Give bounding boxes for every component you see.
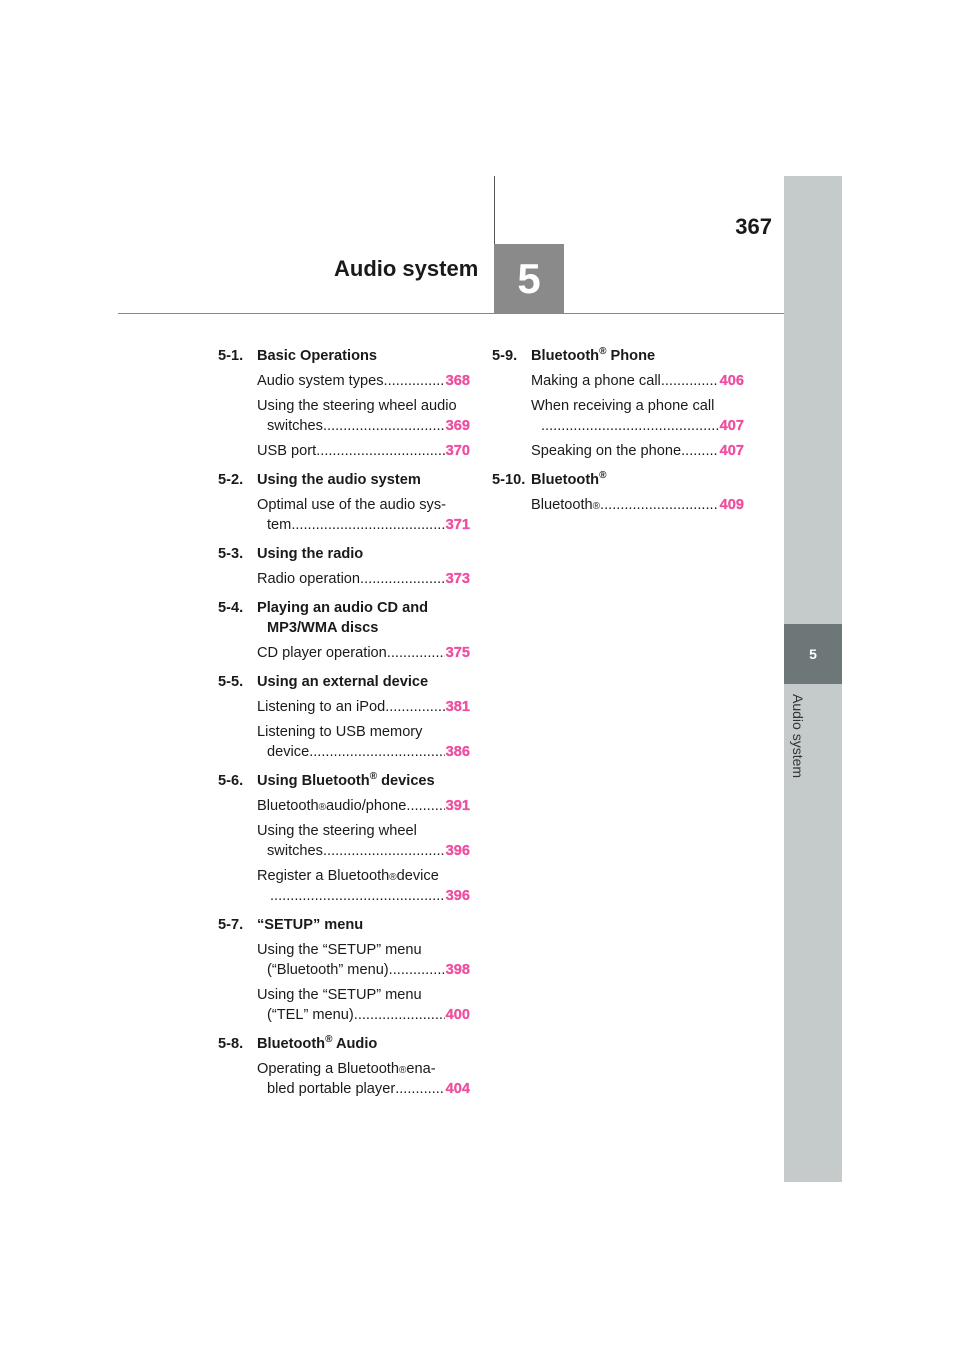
page-number: 367 [735,214,772,239]
section-title: Bluetooth [257,1036,326,1052]
side-tab-chapter-number[interactable]: 5 [784,624,842,684]
section-heading[interactable] [218,915,470,935]
section-number: 5-2. [218,472,244,488]
entry-label: Operating a Bluetooth [257,1061,399,1077]
toc-section-5-1 [218,346,470,461]
entry-label: Using the steering wheel [257,823,417,839]
entry-label: Listening to USB memory [257,724,423,740]
page-link[interactable]: 373 [445,571,470,587]
registered-mark: ® [325,1034,333,1046]
entry-label-suffix: device [396,868,439,884]
entry-label: Register a Bluetooth [257,868,390,884]
toc-section-5-4 [218,598,470,663]
section-number: 5-8. [218,1036,244,1052]
section-title: Bluetooth [531,348,600,364]
section-number: 5-10. [492,472,526,488]
toc-entry[interactable] [218,697,470,717]
page-link[interactable]: 400 [445,1007,470,1023]
section-heading[interactable] [218,1034,470,1054]
dot-leader [270,886,445,906]
registered-mark: ® [599,470,607,482]
section-heading[interactable] [492,346,744,366]
toc-section-5-6 [218,771,470,906]
dot-leader [384,371,445,391]
toc-entry[interactable] [218,441,470,461]
page-link[interactable]: 406 [719,373,744,389]
entry-label: Radio operation [257,571,361,587]
entry-label: CD player operation [257,645,387,661]
section-heading[interactable] [218,598,470,638]
dot-leader [309,742,444,762]
entry-label: Audio system types [257,373,384,389]
dot-leader [387,643,445,663]
toc-section-5-9 [492,346,744,461]
chapter-number-block: 5 [494,244,564,314]
page-link[interactable]: 381 [445,699,470,715]
entry-label-cont: bled portable player [267,1081,396,1097]
page-link[interactable]: 386 [445,744,470,760]
page-link[interactable]: 407 [719,443,744,459]
dot-leader [360,569,445,589]
section-title: Using the radio [257,546,364,562]
section-title: Using an external device [257,674,429,690]
section-heading[interactable] [218,771,470,791]
page-link[interactable]: 409 [719,497,744,513]
entry-label: Listening to an iPod [257,699,386,715]
entry-label: Making a phone call [531,373,661,389]
toc-entry[interactable] [218,722,470,762]
section-title-suffix: Audio [332,1036,378,1052]
entry-label: Speaking on the phone [531,443,682,459]
section-title: Playing an audio CD and [257,600,429,616]
section-heading[interactable] [218,544,470,564]
header-divider-vertical [494,176,495,244]
section-title: Bluetooth [531,472,600,488]
toc-entry[interactable]: Bluetooth ® ..... 409 [492,495,744,515]
dot-leader [600,495,719,515]
toc-right-column [492,346,744,524]
section-number: 5-9. [492,348,518,364]
toc-section-5-3 [218,544,470,589]
section-number: 5-5. [218,674,244,690]
dot-leader [406,796,444,816]
entry-label: Bluetooth [531,497,593,513]
page-link[interactable]: 369 [445,418,470,434]
entry-label: Using the steering wheel audio [257,398,457,414]
toc-entry[interactable] [492,396,744,436]
section-number: 5-7. [218,917,244,933]
dot-leader [385,697,444,717]
dot-leader [323,416,445,436]
dot-leader [681,441,719,461]
toc-section-5-8 [218,1034,470,1099]
chapter-title: Audio system [334,256,479,281]
toc-entry[interactable] [218,643,470,663]
page-link[interactable]: 375 [445,645,470,661]
entry-label: USB port [257,443,317,459]
dot-leader [323,841,445,861]
section-number: 5-3. [218,546,244,562]
page-link[interactable]: 370 [445,443,470,459]
toc-section-5-10 [492,470,744,515]
toc-left-column [218,346,470,1108]
toc-section-5-5 [218,672,470,762]
section-heading[interactable] [218,470,470,490]
entry-label-cont: (“TEL” menu) [267,1007,354,1023]
entry-label: Using the “SETUP” menu [257,987,422,1003]
toc-entry[interactable] [492,441,744,461]
entry-label-suffix: audio/phone [326,798,407,814]
entry-label: Bluetooth [257,798,319,814]
dot-leader [389,960,445,980]
entry-label-suffix: ena- [406,1061,436,1077]
section-title-suffix: Phone [606,348,656,364]
entry-label-cont: switches [267,418,323,434]
registered-mark: ® [369,771,378,783]
entry-label: Optimal use of the audio sys- [257,497,446,513]
page-link[interactable]: 371 [445,517,470,533]
section-heading[interactable] [218,346,470,366]
entry-label: Using the “SETUP” menu [257,942,422,958]
entry-label-cont: (“Bluetooth” menu) [267,962,389,978]
dot-leader [541,416,719,436]
entry-label: When receiving a phone call [531,398,715,414]
section-title-suffix: devices [377,773,435,789]
page-link[interactable]: 368 [445,373,470,389]
dot-leader [661,371,719,391]
toc-entry[interactable] [218,569,470,589]
entry-label-cont: tem [267,517,292,533]
toc-entry[interactable] [218,396,470,436]
section-number: 5-4. [218,600,244,616]
dot-leader [354,1005,445,1025]
section-title: Basic Operations [257,348,378,364]
dot-leader [316,441,444,461]
entry-label-cont: switches [267,843,323,859]
toc-entry[interactable]: Operating a Bluetooth ® ena- bled portable player ..... 404 [218,1059,470,1099]
page-link[interactable]: 391 [445,798,470,814]
toc-entry[interactable] [218,821,470,861]
entry-label-cont: device [267,744,310,760]
section-heading[interactable] [492,470,744,490]
page-link[interactable]: 396 [445,843,470,859]
section-title: “SETUP” menu [257,917,364,933]
toc-entry[interactable]: Bluetooth ® audio/phone ..... 391 [218,796,470,816]
section-title: Using Bluetooth [257,773,370,789]
toc-entry[interactable] [218,940,470,980]
header-rule [118,313,784,314]
page-link[interactable]: 398 [445,962,470,978]
registered-mark: ® [599,346,607,358]
toc-entry[interactable] [218,495,470,535]
page-link[interactable]: 404 [445,1081,470,1097]
section-number: 5-1. [218,348,244,364]
toc-entry[interactable] [218,371,470,391]
toc-entry[interactable]: Register a Bluetooth ® device ..... 396 [218,866,470,906]
page-link[interactable]: 407 [719,418,744,434]
side-tab-label: Audio system [790,694,806,779]
section-title: Using the audio system [257,472,421,488]
dot-leader [395,1079,444,1099]
section-title-cont: MP3/WMA discs [267,620,379,636]
toc-section-5-2 [218,470,470,535]
section-number: 5-6. [218,773,244,789]
section-heading[interactable] [218,672,470,692]
toc-entry[interactable] [492,371,744,391]
toc-section-5-7 [218,915,470,1025]
toc-entry[interactable] [218,985,470,1025]
page-link[interactable]: 396 [445,888,470,904]
dot-leader [291,515,444,535]
